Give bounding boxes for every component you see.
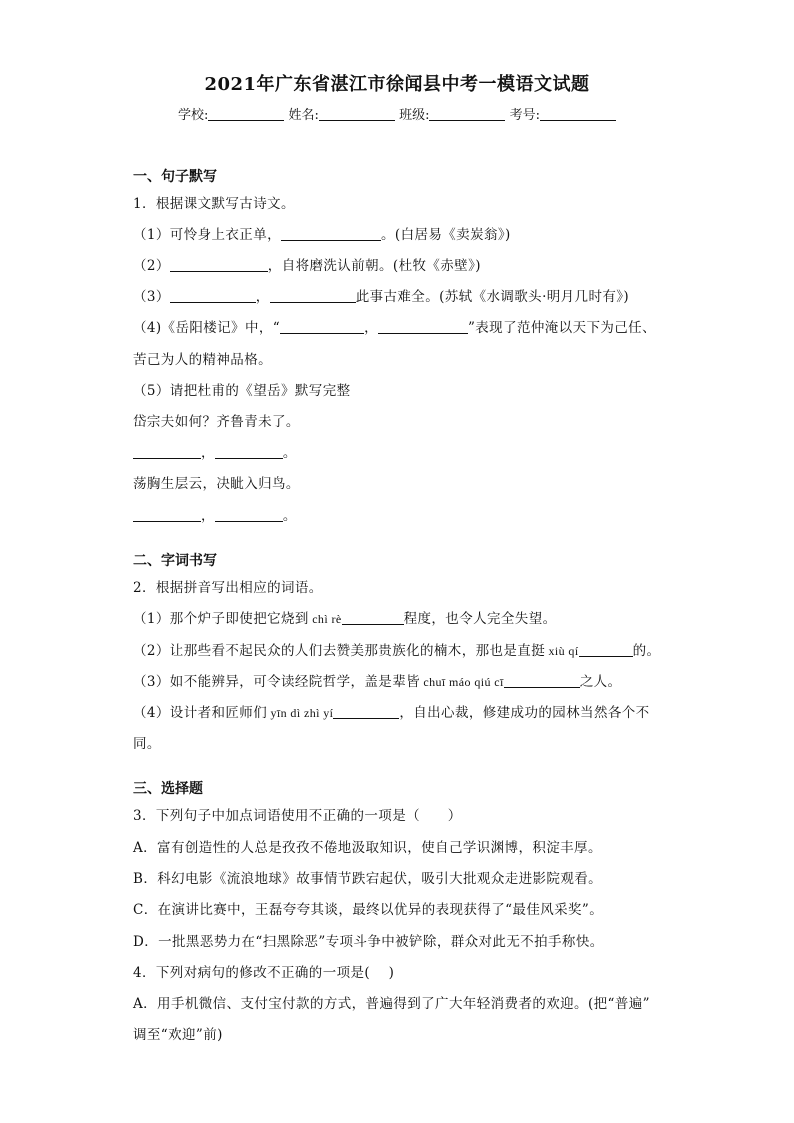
name-label: 姓名: bbox=[288, 108, 319, 123]
q1-item-4-text-2: ”表现了范仲淹以天下为己任、 bbox=[467, 320, 656, 336]
q1-item-2-num: （2） bbox=[133, 258, 170, 274]
class-label: 班级: bbox=[399, 108, 430, 123]
question-1-stem: 1．根据课文默写古诗文。 bbox=[133, 196, 295, 212]
q2-item-4-text-2: ，自出心裁，修建成功的园林当然各个不 bbox=[399, 705, 650, 721]
q1-item-4-comma: ， bbox=[364, 320, 378, 336]
q2-item-3-text: （3）如不能辨异，可令读经院哲学，盖是辈皆 bbox=[133, 674, 420, 690]
q1-item-1 bbox=[133, 223, 511, 243]
name-field[interactable] bbox=[319, 107, 395, 121]
answer-blank[interactable] bbox=[504, 673, 580, 688]
poem-blank-line-1 bbox=[133, 441, 297, 461]
answer-blank[interactable] bbox=[281, 226, 381, 241]
q3-option-d[interactable]: D．一批黑恶势力在“扫黑除恶”专项斗争中被铲除，群众对此无不拍手称快。 bbox=[133, 934, 604, 950]
student-info-line bbox=[0, 104, 794, 123]
q4-option-a[interactable]: A．用手机微信、支付宝付款的方式，普遍得到了广大年轻消费者的欢迎。(把“普遍” bbox=[133, 996, 650, 1012]
pinyin: chì rè bbox=[308, 612, 342, 626]
section-heading-3: 三、选择题 bbox=[133, 781, 203, 797]
question-3-stem: 3．下列句子中加点词语使用不正确的一项是（ ） bbox=[133, 808, 462, 824]
q2-item-1 bbox=[133, 607, 557, 627]
answer-blank[interactable] bbox=[170, 288, 256, 303]
poem-line-2: 荡胸生层云，决眦入归鸟。 bbox=[133, 476, 300, 492]
q1-item-1-text: （1）可怜身上衣正单， bbox=[133, 227, 281, 243]
answer-blank[interactable] bbox=[133, 507, 201, 522]
answer-blank[interactable] bbox=[133, 444, 201, 459]
q1-item-2 bbox=[133, 254, 481, 274]
section-heading-1: 一、句子默写 bbox=[133, 169, 217, 185]
q1-item-4-text: （4)《岳阳楼记》中，“ bbox=[133, 320, 281, 336]
q1-item-2-text: ，自将磨洗认前朝。(杜牧《赤壁》) bbox=[267, 258, 481, 274]
page-title: 2021年广东省湛江市徐闻县中考一模语文试题 bbox=[204, 74, 590, 95]
q2-item-2-text: （2）让那些看不起民众的人们去赞美那贵族化的楠木，那也是直挺 bbox=[133, 643, 546, 659]
answer-blank[interactable] bbox=[333, 704, 399, 719]
school-label: 学校: bbox=[178, 108, 209, 123]
q1-item-3-text: 此事古难全。(苏轼《水调歌头·明月几时有》) bbox=[355, 289, 630, 305]
poem-blank-line-2 bbox=[133, 504, 297, 524]
q3-option-c[interactable]: C．在演讲比赛中，王磊夸夸其谈，最终以优异的表现获得了“最佳风采奖”。 bbox=[133, 902, 604, 918]
answer-blank[interactable] bbox=[215, 444, 283, 459]
period: 。 bbox=[282, 508, 297, 524]
q3-option-b[interactable]: B．科幻电影《流浪地球》故事情节跌宕起伏，吸引大批观众走进影院观看。 bbox=[133, 871, 603, 887]
answer-blank[interactable] bbox=[270, 288, 356, 303]
q2-item-3-text-2: 之人。 bbox=[579, 674, 622, 690]
pinyin: xiù qí bbox=[545, 644, 579, 658]
class-field[interactable] bbox=[429, 107, 505, 121]
q2-item-4-cont: 同。 bbox=[133, 736, 161, 752]
answer-blank[interactable] bbox=[378, 319, 468, 334]
section-heading-2: 二、字词书写 bbox=[133, 553, 217, 569]
q3-option-a[interactable]: A．富有创造性的人总是孜孜不倦地汲取知识，使自己学识渊博，积淀丰厚。 bbox=[133, 840, 602, 856]
q1-item-3-num: （3） bbox=[133, 289, 170, 305]
q4-option-a-cont: 调至“欢迎”前) bbox=[133, 1027, 223, 1043]
school-field[interactable] bbox=[208, 107, 284, 121]
period: 。 bbox=[282, 445, 297, 461]
number-field[interactable] bbox=[540, 107, 616, 121]
q1-item-5: （5）请把杜甫的《望岳》默写完整 bbox=[133, 383, 351, 399]
q1-item-3-comma: ， bbox=[255, 289, 270, 305]
answer-blank[interactable] bbox=[579, 642, 633, 657]
answer-blank[interactable] bbox=[170, 257, 268, 272]
q2-item-2-text-2: 的。 bbox=[632, 643, 661, 659]
q2-item-1-text: （1）那个炉子即使把它烧到 bbox=[133, 611, 309, 627]
question-2-stem: 2．根据拼音写出相应的词语。 bbox=[133, 580, 323, 596]
number-label: 考号: bbox=[509, 108, 540, 123]
q2-item-4-text: （4）设计者和匠师们 bbox=[133, 705, 268, 721]
q2-item-4 bbox=[133, 701, 650, 721]
comma: ， bbox=[201, 445, 215, 461]
pinyin: yīn dì zhì yí bbox=[267, 706, 334, 720]
q1-item-3 bbox=[133, 285, 629, 305]
poem-line-1: 岱宗夫如何？齐鲁青未了。 bbox=[133, 414, 300, 430]
answer-blank[interactable] bbox=[342, 610, 404, 625]
comma: ， bbox=[201, 508, 215, 524]
answer-blank[interactable] bbox=[280, 319, 364, 334]
q2-item-1-text-2: 程度，也令人完全失望。 bbox=[403, 611, 557, 627]
pinyin: chuī máo qiú cī bbox=[420, 675, 504, 689]
q1-item-1-source: 。(白居易《卖炭翁》) bbox=[381, 227, 511, 243]
q2-item-2 bbox=[133, 639, 660, 659]
question-4-stem: 4．下列对病句的修改不正确的一项是( ) bbox=[133, 965, 395, 981]
q2-item-3 bbox=[133, 670, 621, 690]
answer-blank[interactable] bbox=[215, 507, 283, 522]
q1-item-4-cont: 苦己为人的精神品格。 bbox=[133, 352, 272, 368]
q1-item-4 bbox=[133, 316, 656, 336]
